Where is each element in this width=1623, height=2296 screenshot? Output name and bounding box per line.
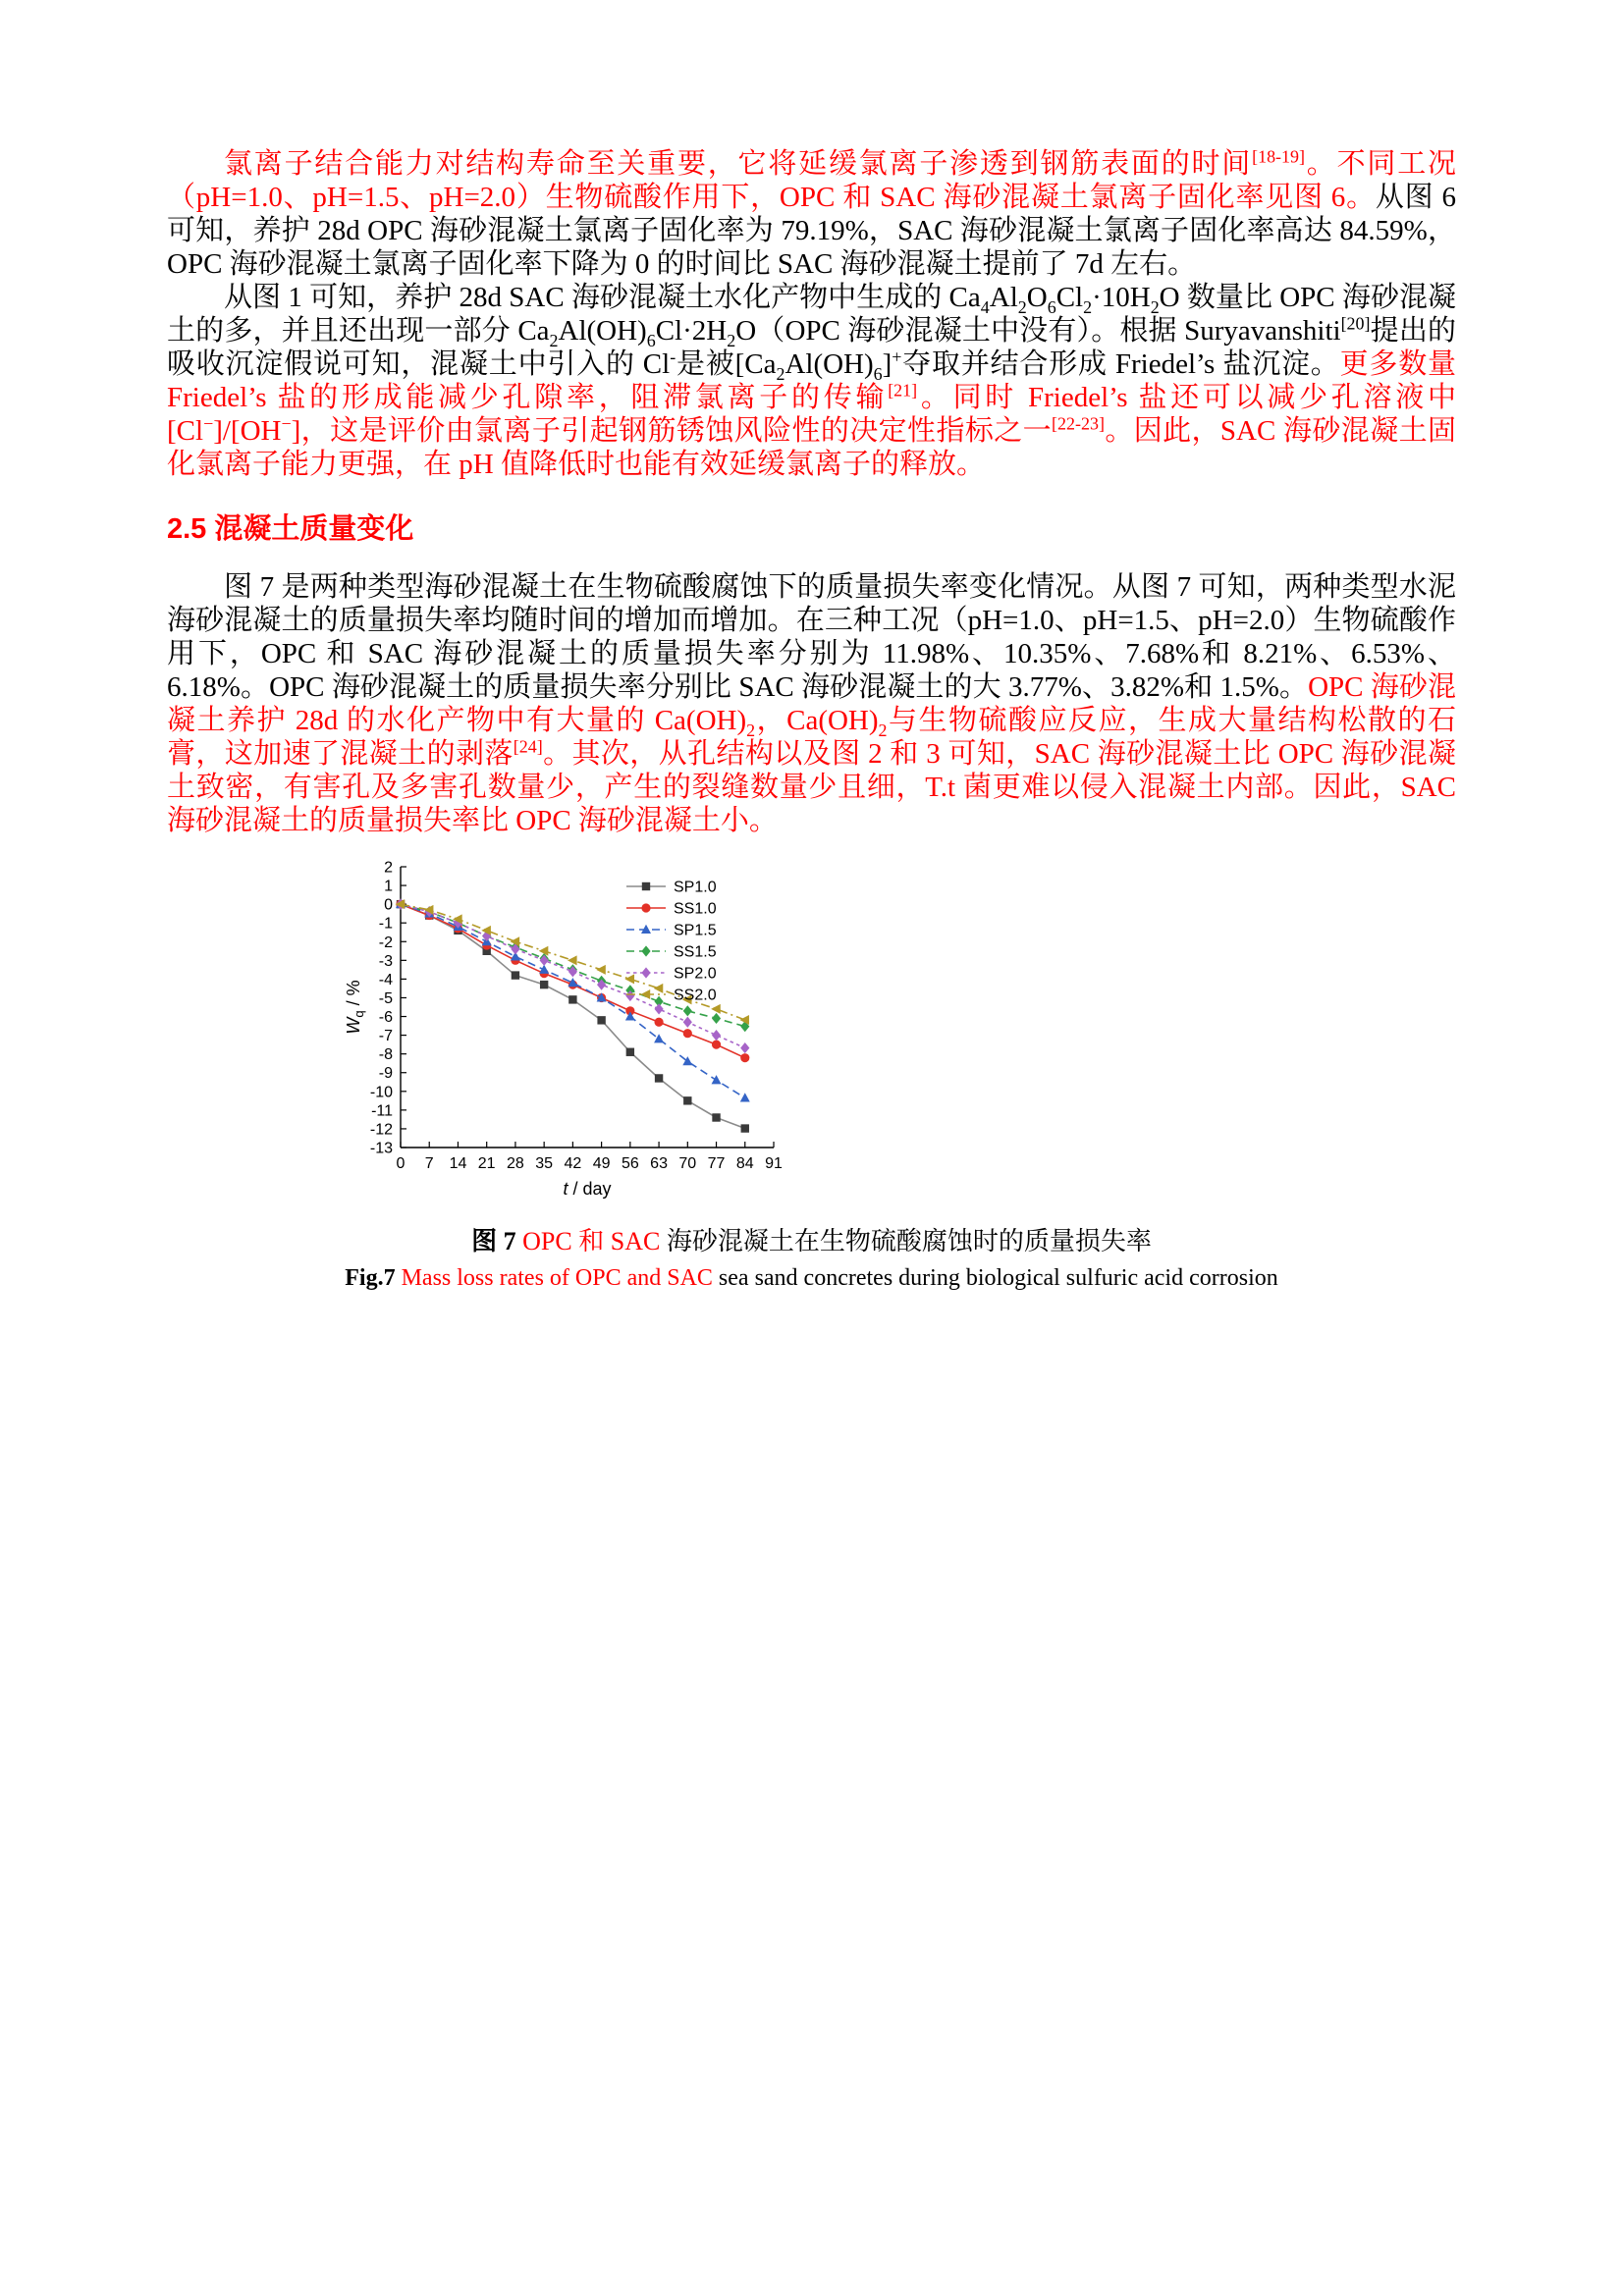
svg-text:21: 21 xyxy=(477,1155,496,1172)
svg-text:91: 91 xyxy=(765,1155,783,1172)
svg-text:-3: -3 xyxy=(378,952,393,970)
svg-text:t / day: t / day xyxy=(563,1179,612,1199)
svg-text:14: 14 xyxy=(449,1155,467,1172)
svg-text:-11: -11 xyxy=(371,1102,393,1120)
svg-text:35: 35 xyxy=(535,1155,554,1172)
section-heading-2-5: 2.5 混凝土质量变化 xyxy=(167,513,414,545)
svg-text:SP1.5: SP1.5 xyxy=(674,922,717,939)
svg-text:-13: -13 xyxy=(369,1140,393,1157)
svg-text:-7: -7 xyxy=(378,1028,393,1045)
svg-text:-6: -6 xyxy=(378,1009,393,1027)
paragraph-hydration-products: 从图 1 可知，养护 28d SAC 海砂混凝土水化产物中生成的 $Ca_4Al_2O_6Cl_2\cdot 10H_2O$ 数量比 OPC 海砂混凝土的多，并且还出现一部分 $Ca_2Al(OH)_6Cl\cdot 2H_2O(OPC$ 海砂混凝土中没有）。根据 Suryavanshiti[20]提出的吸收沉淀假说可知，混凝土中引入的 Cl-是被$[Ca_2Al(OH)_6]^+$夺取并结合形成 Friedel’s 盐沉淀。更多数量 Friedel’s 盐的形成能减少孔隙率，阻滞氯离子的传输[21]。同时 Friedel’s 盐还可以减少孔溶液中[Cl−]/[OH−]，这是评价由氯离子引起钢筋锈蚀风险性的决定性指标之一[22-23]。因此，SAC 海砂混凝土固化氯离子能力更强，在 pH 值降低时也能有效延缓氯离子的释放。 xyxy=(167,282,1457,480)
svg-text:49: 49 xyxy=(592,1155,611,1172)
svg-text:-9: -9 xyxy=(378,1065,393,1083)
mass-loss-chart xyxy=(336,853,787,1201)
svg-text:28: 28 xyxy=(507,1155,524,1172)
svg-text:SS1.5: SS1.5 xyxy=(674,943,717,961)
svg-text:0: 0 xyxy=(396,1155,406,1172)
svg-text:1: 1 xyxy=(384,878,393,895)
svg-text:SP2.0: SP2.0 xyxy=(674,965,717,983)
svg-text:0: 0 xyxy=(384,896,393,914)
svg-text:56: 56 xyxy=(621,1155,639,1172)
paragraph-mass-loss: 图 7 是两种类型海砂混凝土在生物硫酸腐蚀下的质量损失率变化情况。从图 7 可知，两种类型水泥海砂混凝土的质量损失率均随时间的增加而增加。在三种工况（pH=1.0、pH=1.5、pH=2.0）生物硫酸作用下，OPC 和 SAC 海砂混凝土的质量损失率分别为 11.98%、10.35%、7.68%和 8.21%、6.53%、6.18%。OPC 海砂混凝土的质量损失率分别比 SAC 海砂混凝土的大 3.77%、3.82%和 1.5%。OPC 海砂混凝土养护 28d 的水化产物中有大量的 $Ca(OH)_2$，$Ca(OH)_2$与生物硫酸应反应，生成大量结构松散的石膏，这加速了混凝土的剥落[24]。其次，从孔结构以及图 2 和 3 可知，SAC 海砂混凝土比 OPC 海砂混凝土致密，有害孔及多害孔数量少，产生的裂缝数量少且细，T.t 菌更难以侵入混凝土内部。因此，SAC 海砂混凝土的质量损失率比 OPC 海砂混凝土小。 xyxy=(167,571,1456,836)
svg-text:-5: -5 xyxy=(378,989,393,1007)
figure-7-block xyxy=(167,853,1456,1292)
svg-text:Wq / %: $W_q$ / % xyxy=(344,980,366,1035)
paragraph-chloride-binding: 氯离子结合能力对结构寿命至关重要，它将延缓氯离子渗透到钢筋表面的时间[18-19]。不同工况（pH=1.0、pH=1.5、pH=2.0）生物硫酸作用下，OPC 和 SAC 海砂混凝土氯离子固化率见图 6。从图 6 可知，养护 28d OPC 海砂混凝土氯离子固化率为 79.19%，SAC 海砂混凝土氯离子固化率高达 84.59%，OPC 海砂混凝土氯离子固化率下降为 0 的时间比 SAC 海砂混凝土提前了 7d 左右。 xyxy=(167,146,1456,280)
svg-text:SS1.0: SS1.0 xyxy=(674,900,717,918)
svg-text:-10: -10 xyxy=(369,1084,393,1101)
figure-caption-zh: 图 7 OPC 和 SAC 海砂混凝土在生物硫酸腐蚀时的质量损失率 xyxy=(471,1227,1152,1255)
svg-text:-12: -12 xyxy=(369,1121,393,1139)
svg-text:-4: -4 xyxy=(378,971,393,988)
svg-text:7: 7 xyxy=(424,1155,434,1172)
svg-text:SP1.0: SP1.0 xyxy=(674,879,717,896)
svg-text:SS2.0: SS2.0 xyxy=(674,987,717,1004)
svg-text:77: 77 xyxy=(707,1155,726,1172)
svg-text:2: 2 xyxy=(384,859,393,877)
svg-text:63: 63 xyxy=(650,1155,668,1172)
svg-text:84: 84 xyxy=(735,1155,754,1172)
svg-text:70: 70 xyxy=(678,1155,697,1172)
figure-caption-en: Fig.7 Mass loss rates of OPC and SAC sea sand concretes during biological sulfuric acid corrosion xyxy=(345,1265,1278,1291)
svg-text:-2: -2 xyxy=(378,934,393,951)
svg-text:-1: -1 xyxy=(378,915,393,933)
mass-loss-chart-svg xyxy=(336,853,787,1201)
svg-text:42: 42 xyxy=(564,1155,582,1172)
svg-text:-8: -8 xyxy=(378,1046,393,1064)
